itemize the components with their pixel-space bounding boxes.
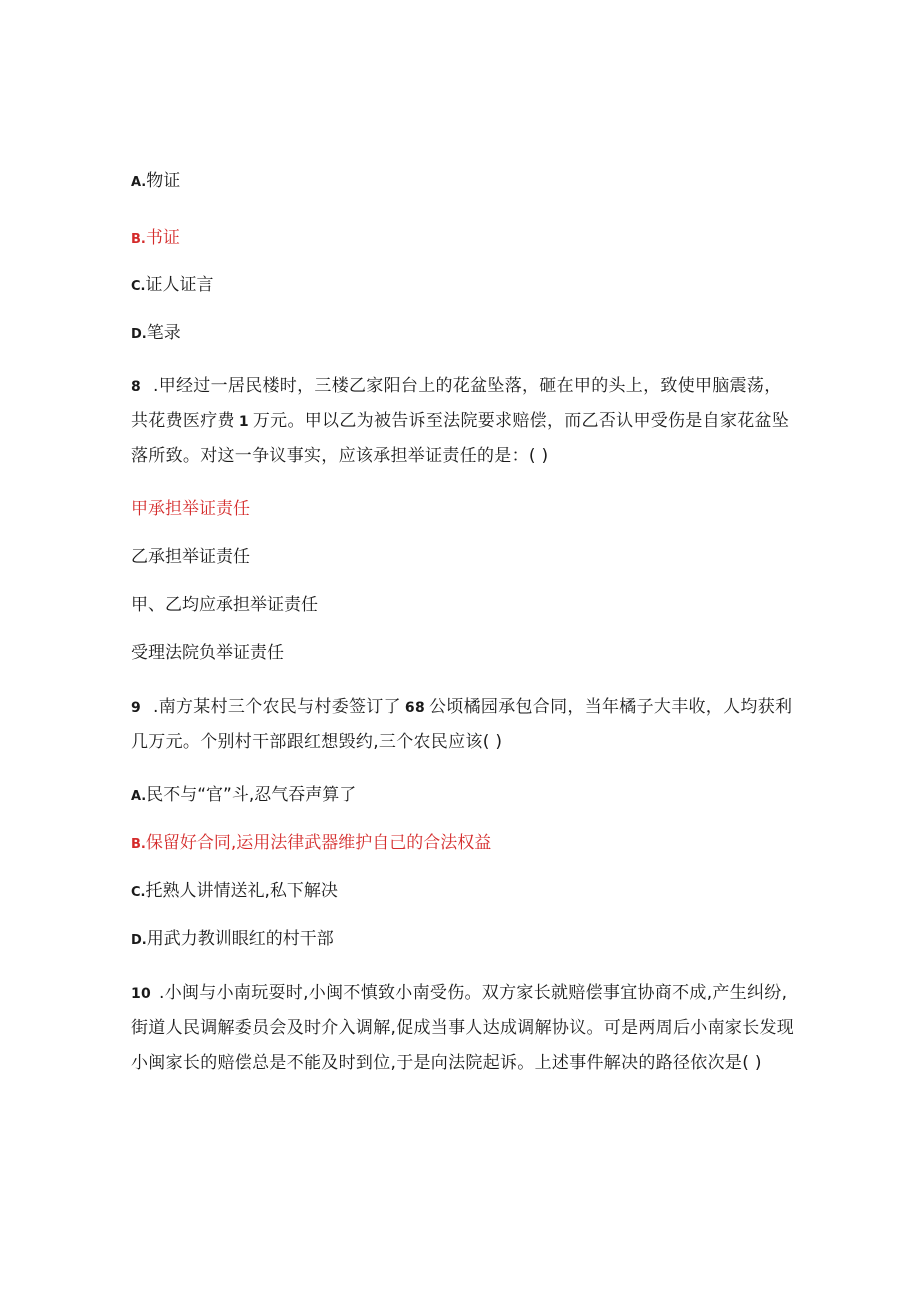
q10-stem-line-1: 10 .小闽与小南玩耍时,小闽不慎致小南受伤。双方家长就赔偿事宜协商不成,产生纠纷, (131, 981, 787, 1006)
q8-option-1: 甲承担举证责任 (131, 499, 250, 519)
q10-number: 10 (131, 986, 152, 1002)
q7-option-d: D.笔录 (131, 323, 181, 343)
q9-stem-line-1: 9 .南方某村三个农民与村委签订了 68 公顷橘园承包合同，当年橘子大丰收，人均获利 (131, 695, 792, 720)
q8-stem-line-3: 落所致。对这一争议事实，应该承担举证责任的是：( ) (131, 446, 549, 466)
q8-option-4: 受理法院负举证责任 (131, 643, 284, 663)
q8-number: 8 (131, 379, 142, 395)
q8-stem-line-2: 共花费医疗费 1 万元。甲以乙为被告诉至法院要求赔偿，而乙否认甲受伤是自家花盆坠 (131, 411, 790, 431)
q9-option-d: D.用武力教训眼红的村干部 (131, 929, 334, 949)
q9-option-c: C.托熟人讲情送礼,私下解决 (131, 881, 338, 901)
q9-option-a: A.民不与“官”斗,忍气吞声算了 (131, 785, 357, 805)
q8-option-2: 乙承担举证责任 (131, 547, 250, 567)
q9-option-b: B.保留好合同,运用法律武器维护自己的合法权益 (131, 833, 492, 853)
q10-stem-line-2: 街道人民调解委员会及时介入调解,促成当事人达成调解协议。可是两周后小南家长发现 (131, 1018, 795, 1038)
q9-number: 9 (131, 700, 142, 716)
q7-option-c: C.证人证言 (131, 275, 214, 295)
q8-stem-line-1: 8 .甲经过一居民楼时，三楼乙家阳台上的花盆坠落，砸在甲的头上，致使甲脑震荡， (131, 374, 782, 399)
q7-option-b: B.书证 (131, 228, 180, 248)
q7-option-a: A.物证 (131, 171, 181, 191)
q9-stem-line-2: 几万元。个别村干部跟红想毁约,三个农民应该( ) (131, 732, 503, 752)
q8-option-3: 甲、乙均应承担举证责任 (131, 595, 318, 615)
q10-stem-line-3: 小闽家长的赔偿总是不能及时到位,于是向法院起诉。上述事件解决的路径依次是( ) (131, 1053, 762, 1073)
